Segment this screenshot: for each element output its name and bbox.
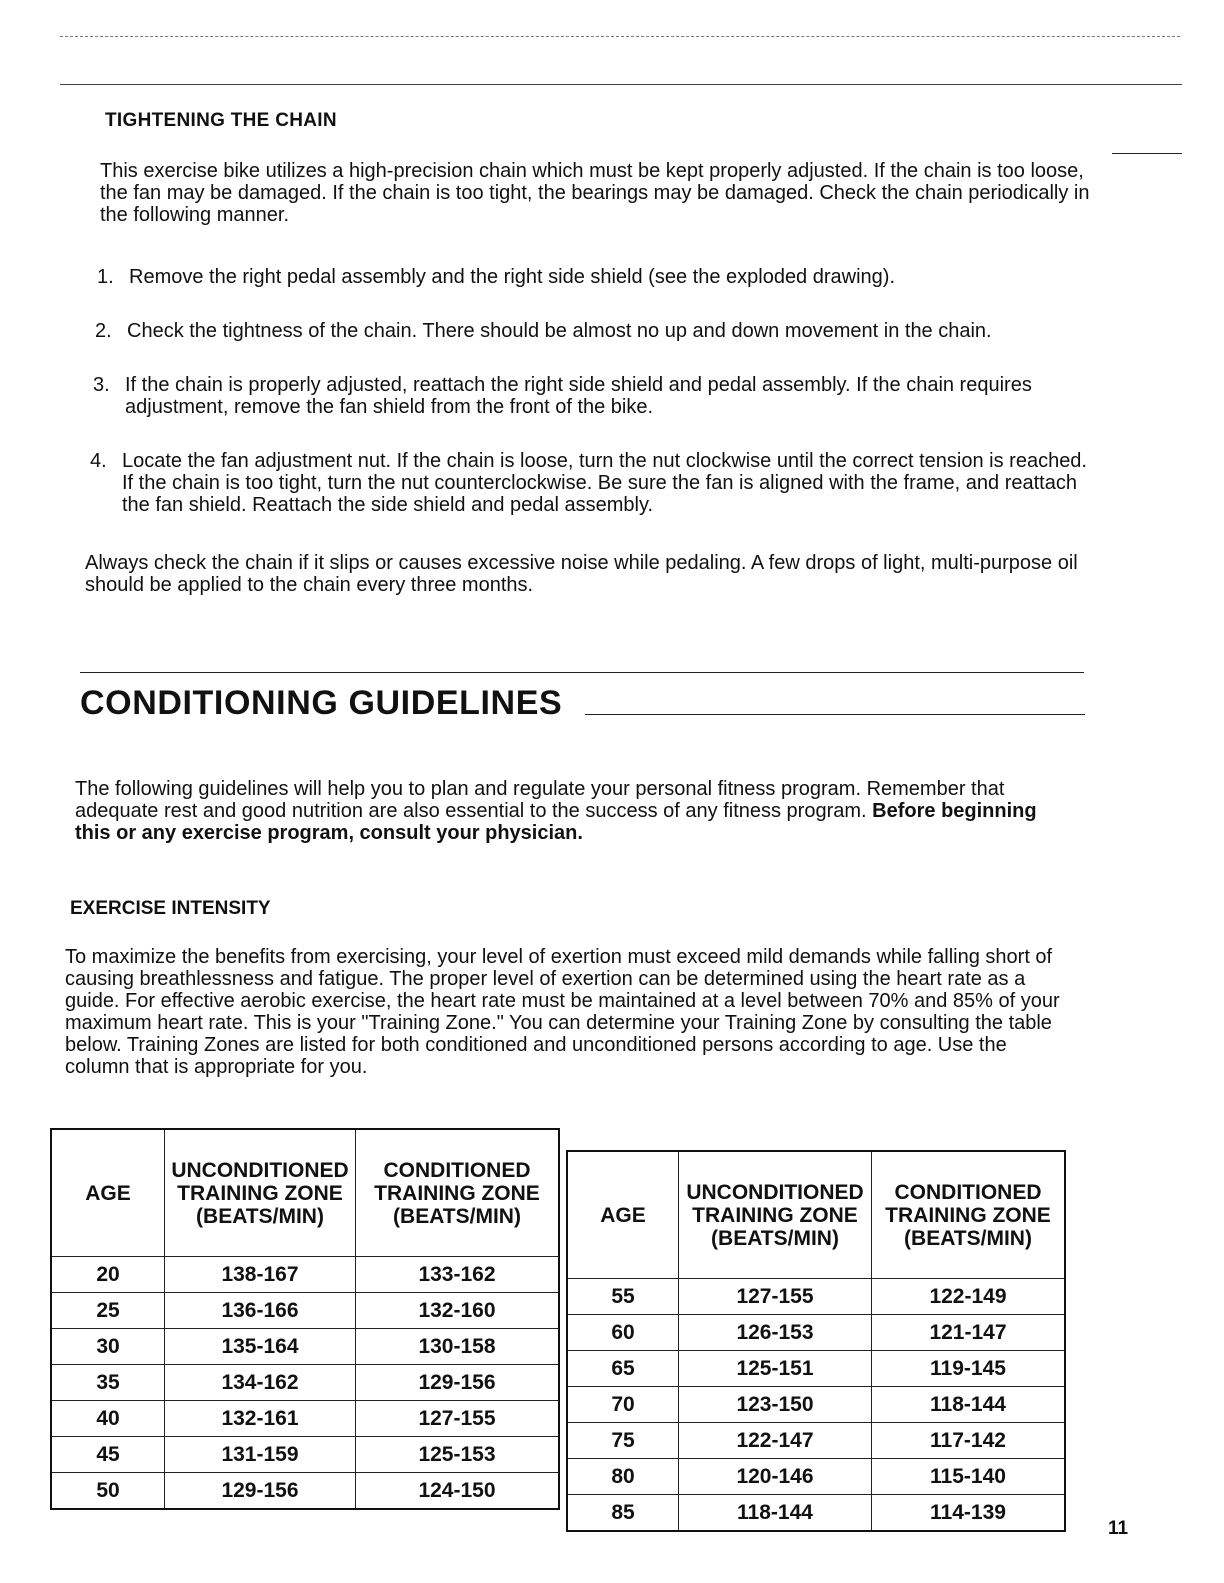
cell-age: 65 <box>567 1351 679 1387</box>
table-row <box>51 1473 559 1510</box>
cell-unconditioned: 131-159 <box>165 1437 356 1473</box>
cell-unconditioned: 123-150 <box>679 1387 872 1423</box>
table-row <box>567 1351 1065 1387</box>
cell-age: 85 <box>567 1495 679 1532</box>
step-1 <box>97 266 1107 288</box>
training-zone-table-left <box>50 1128 560 1510</box>
header-age: AGE <box>51 1129 165 1257</box>
cell-age: 20 <box>51 1257 165 1293</box>
conditioning-intro-paragraph <box>75 778 1075 844</box>
cell-conditioned: 122-149 <box>872 1279 1066 1315</box>
step-3-number: 3. <box>93 374 110 396</box>
step-3 <box>93 374 1103 418</box>
cell-age: 60 <box>567 1315 679 1351</box>
cell-age: 50 <box>51 1473 165 1510</box>
exercise-intensity-heading: EXERCISE INTENSITY <box>70 898 271 919</box>
cell-unconditioned: 129-156 <box>165 1473 356 1510</box>
step-3-text: If the chain is properly adjusted, reattach the right side shield and pedal assembly. If the chain requires adjustment, remove the fan shield from the front of the bike. <box>125 374 1032 418</box>
cell-age: 80 <box>567 1459 679 1495</box>
cell-conditioned: 119-145 <box>872 1351 1066 1387</box>
cell-unconditioned: 138-167 <box>165 1257 356 1293</box>
step-1-number: 1. <box>97 266 114 288</box>
cell-age: 70 <box>567 1387 679 1423</box>
table-row <box>567 1279 1065 1315</box>
table-row <box>567 1387 1065 1423</box>
conditioning-intro-text: The following guidelines will help you to plan and regulate your personal fitness program. Remember that adequate rest and good nutrition are also essential to the success of any fitness program. <box>75 778 1005 822</box>
cell-conditioned: 114-139 <box>872 1495 1066 1532</box>
section-divider-top <box>80 672 1084 673</box>
cell-conditioned: 117-142 <box>872 1423 1066 1459</box>
cell-conditioned: 133-162 <box>356 1257 560 1293</box>
step-1-text: Remove the right pedal assembly and the right side shield (see the exploded drawing). <box>129 266 895 288</box>
table-row <box>51 1437 559 1473</box>
cell-unconditioned: 134-162 <box>165 1365 356 1401</box>
chain-intro-paragraph: This exercise bike utilizes a high-precision chain which must be kept properly adjusted. If the chain is too loose, the fan may be damaged. If the chain is too tight, the bearings may be damaged. Check the chain periodically in the following manner. <box>100 160 1090 226</box>
cell-unconditioned: 126-153 <box>679 1315 872 1351</box>
cell-age: 40 <box>51 1401 165 1437</box>
cell-unconditioned: 120-146 <box>679 1459 872 1495</box>
header-rule <box>60 84 1182 85</box>
cell-conditioned: 132-160 <box>356 1293 560 1329</box>
cell-conditioned: 118-144 <box>872 1387 1066 1423</box>
header-age: AGE <box>567 1151 679 1279</box>
cell-conditioned: 115-140 <box>872 1459 1066 1495</box>
cell-unconditioned: 127-155 <box>679 1279 872 1315</box>
cell-unconditioned: 136-166 <box>165 1293 356 1329</box>
cell-age: 25 <box>51 1293 165 1329</box>
training-zone-table-right <box>566 1150 1066 1532</box>
table-row <box>567 1423 1065 1459</box>
chain-closing-paragraph: Always check the chain if it slips or causes excessive noise while pedaling. A few drops of light, multi-purpose oil should be applied to the chain every three months. <box>85 552 1078 596</box>
table-row <box>51 1401 559 1437</box>
table-row <box>567 1459 1065 1495</box>
exercise-intensity-paragraph: To maximize the benefits from exercising, your level of exertion must exceed mild demands while falling short of causing breathlessness and fatigue. The proper level of exertion can be determined using the heart rate as a guide. For effective aerobic exercise, the heart rate must be maintained at a level between 70% and 85% of your maximum heart rate. This is your "Training Zone." You can determine your Training Zone by consulting the table below. Training Zones are listed for both conditioned and unconditioned persons according to age. Use the column that is appropriate for you. <box>65 946 1060 1078</box>
conditioning-guidelines-heading: CONDITIONING GUIDELINES <box>80 684 563 722</box>
header-conditioned: CONDITIONED TRAINING ZONE (BEATS/MIN) <box>356 1129 560 1257</box>
step-4-number: 4. <box>90 450 107 472</box>
cell-unconditioned: 118-144 <box>679 1495 872 1532</box>
cell-age: 55 <box>567 1279 679 1315</box>
cell-conditioned: 129-156 <box>356 1365 560 1401</box>
step-4 <box>90 450 1100 516</box>
heading-underline <box>585 714 1085 715</box>
step-2-text: Check the tightness of the chain. There should be almost no up and down movement in the chain. <box>127 320 992 342</box>
top-scan-rule <box>60 36 1180 37</box>
step-2-number: 2. <box>95 320 112 342</box>
table-row <box>567 1315 1065 1351</box>
table-row <box>51 1293 559 1329</box>
physician-warning: Before beginning this or any exercise program, consult your physician. <box>75 800 1037 844</box>
cell-age: 45 <box>51 1437 165 1473</box>
table-row <box>51 1329 559 1365</box>
cell-unconditioned: 125-151 <box>679 1351 872 1387</box>
cell-age: 75 <box>567 1423 679 1459</box>
cell-conditioned: 125-153 <box>356 1437 560 1473</box>
cell-unconditioned: 135-164 <box>165 1329 356 1365</box>
step-4-text: Locate the fan adjustment nut. If the chain is loose, turn the nut clockwise until the correct tension is reached. If the chain is too tight, turn the nut counterclockwise. Be sure the fan is aligned with the frame, and reattach the fan shield. Reattach the side shield and pedal assembly. <box>122 450 1087 516</box>
page-number: 11 <box>1108 1518 1129 1539</box>
header-conditioned: CONDITIONED TRAINING ZONE (BEATS/MIN) <box>872 1151 1066 1279</box>
step-2 <box>95 320 1105 342</box>
cell-unconditioned: 122-147 <box>679 1423 872 1459</box>
section-heading-tightening-chain: TIGHTENING THE CHAIN <box>105 110 337 131</box>
table-row <box>51 1365 559 1401</box>
header-unconditioned: UNCONDITIONED TRAINING ZONE (BEATS/MIN) <box>679 1151 872 1279</box>
table-row <box>567 1495 1065 1532</box>
cell-conditioned: 121-147 <box>872 1315 1066 1351</box>
cell-conditioned: 124-150 <box>356 1473 560 1510</box>
corner-mark <box>1112 153 1182 154</box>
cell-age: 35 <box>51 1365 165 1401</box>
cell-conditioned: 127-155 <box>356 1401 560 1437</box>
header-unconditioned: UNCONDITIONED TRAINING ZONE (BEATS/MIN) <box>165 1129 356 1257</box>
cell-unconditioned: 132-161 <box>165 1401 356 1437</box>
table-row <box>51 1257 559 1293</box>
cell-conditioned: 130-158 <box>356 1329 560 1365</box>
cell-age: 30 <box>51 1329 165 1365</box>
